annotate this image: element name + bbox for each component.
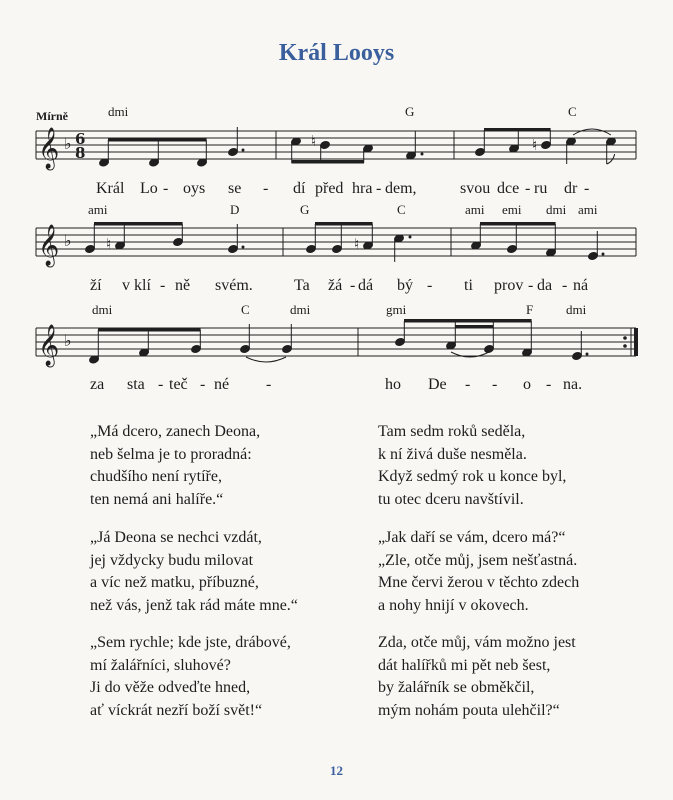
- chord: dmi: [566, 302, 587, 317]
- lyric-syllable: bý: [397, 277, 413, 294]
- lyric-hyphen: -: [584, 180, 590, 197]
- verse-line: ať víckrát nezří boží svět!“: [90, 701, 263, 719]
- verse-line: Když sedmý rok u konce byl,: [378, 468, 567, 485]
- chord: dmi: [290, 302, 311, 317]
- lyric-syllable: sta: [127, 376, 145, 393]
- verse-line: k ní živá duše nesměla.: [378, 445, 527, 463]
- lyric-syllable: se: [228, 180, 242, 197]
- lyric-hyphen: -: [546, 376, 552, 393]
- lyric-syllable: dí: [293, 180, 306, 197]
- chord: C: [241, 302, 250, 317]
- lyric-syllable: da: [537, 277, 553, 294]
- lyric-syllable: svou: [460, 180, 491, 197]
- verse-line: by žalářník se obměkčil,: [378, 679, 535, 696]
- flat-icon: ♭: [64, 231, 72, 250]
- svg-text:♮: ♮: [106, 235, 112, 253]
- lyric-syllable: před: [315, 180, 344, 197]
- lyric-hyphen: -: [266, 376, 272, 393]
- chord: D: [230, 202, 240, 217]
- chord: C: [397, 202, 406, 217]
- verse-line: „Já Deona se nechci vzdát,: [90, 529, 262, 546]
- tempo-marking: Mírně: [36, 109, 68, 123]
- final-barline: [634, 328, 638, 356]
- song-title: Král Looys: [278, 40, 395, 66]
- stanza-6: [378, 632, 576, 722]
- lyric-hyphen: -: [163, 180, 169, 197]
- time-signature-top: 6: [75, 130, 86, 148]
- lyric-syllable: Lo: [140, 180, 158, 197]
- lyric-hyphen: -: [200, 376, 206, 393]
- chord: F: [526, 302, 534, 317]
- lyric-syllable: hra: [352, 180, 373, 197]
- lyric-hyphen: -: [528, 277, 534, 294]
- svg-text:♮: ♮: [354, 235, 360, 253]
- verse-line: „Zle, otče můj, jsem nešťastná.: [378, 551, 578, 569]
- verse-line: dát halířků mi pět neb šest,: [378, 656, 551, 674]
- lyric-hyphen: -: [263, 180, 269, 197]
- lyric-syllable: Král: [96, 180, 125, 197]
- chord: G: [405, 104, 415, 119]
- lyric-syllable: ná: [573, 277, 589, 294]
- treble-clef-icon: 𝄞: [38, 325, 60, 366]
- lyric-hyphen: -: [158, 376, 164, 393]
- lyric-hyphen: -: [562, 277, 568, 294]
- lyric-syllable: ně: [175, 277, 191, 294]
- lyric-syllable: Ta: [294, 277, 310, 294]
- lyric-syllable: De: [428, 376, 447, 393]
- lyric-hyphen: -: [492, 376, 498, 393]
- lyric-hyphen: -: [465, 376, 471, 393]
- lyric-hyphen: -: [427, 277, 433, 294]
- lyric-syllable: v: [122, 277, 130, 294]
- stanza-5: [90, 632, 291, 722]
- verse-line: a víc než matku, příbuzné,: [90, 574, 259, 591]
- lyric-syllable: svém.: [215, 277, 253, 294]
- verse-line: Mne červi žerou v těchto zdech: [378, 574, 580, 591]
- lyric-syllable: dem,: [385, 180, 417, 197]
- lyric-hyphen: -: [160, 277, 166, 294]
- lyric-syllable: ti: [464, 277, 473, 294]
- lyric-syllable: dce: [497, 180, 520, 197]
- verse-line: „Má dcero, zanech Deona,: [90, 423, 261, 440]
- verse-line: chudšího není rytíře,: [90, 468, 222, 485]
- lyric-syllable: dá: [358, 277, 374, 294]
- lyric-syllable: ží: [90, 277, 102, 294]
- flat-icon: ♭: [64, 134, 72, 153]
- stanza-4: [378, 527, 579, 617]
- verse-line: ten nemá ani halíře.“: [90, 490, 224, 508]
- chord: C: [568, 104, 577, 119]
- stanza-2: [378, 421, 566, 511]
- svg-text:♮: ♮: [311, 132, 317, 150]
- lyric-syllable: oys: [183, 180, 206, 197]
- page-number: 12: [330, 763, 343, 778]
- verse-line: mým nohám pouta ulehčil?“: [378, 701, 560, 719]
- svg-text:♮: ♮: [532, 136, 538, 154]
- staff-system-3: [36, 328, 636, 356]
- verse-line: „Jak daří se vám, dcero má?“: [378, 529, 566, 546]
- lyric-syllable: teč: [169, 376, 188, 393]
- verse-line: tu otec dceru navštívil.: [378, 490, 524, 508]
- chord: emi: [502, 202, 522, 217]
- treble-clef-icon: 𝄞: [38, 225, 60, 266]
- lyric-syllable: ru: [534, 180, 548, 197]
- lyric-hyphen: -: [525, 180, 531, 197]
- verse-line: Ji do věže odveďte hned,: [90, 679, 251, 696]
- chord: G: [300, 202, 310, 217]
- chord: ami: [88, 202, 108, 217]
- chord: gmi: [386, 302, 407, 317]
- lyric-syllable: prov: [494, 277, 524, 294]
- lyric-syllable: o: [523, 376, 531, 393]
- treble-clef-icon: 𝄞: [38, 128, 60, 169]
- lyric-syllable: na.: [563, 376, 583, 393]
- lyric-syllable: klí: [134, 277, 151, 294]
- flat-icon: ♭: [64, 331, 72, 350]
- stanza-1: [90, 421, 260, 511]
- chord: dmi: [92, 302, 113, 317]
- stanza-3: [90, 527, 298, 617]
- verse-line: Zda, otče můj, vám možno jest: [378, 634, 576, 651]
- verse-line: mí žalářníci, sluhové?: [90, 656, 231, 674]
- lyric-syllable: za: [90, 376, 105, 393]
- chord: ami: [578, 202, 598, 217]
- repeat-dot: [623, 336, 627, 340]
- chord: dmi: [108, 104, 129, 119]
- lyric-syllable: né: [214, 376, 230, 393]
- lyric-hyphen: -: [376, 180, 382, 197]
- verse-line: jej vždycky budu milovat: [90, 551, 254, 569]
- verse-line: a nohy hnijí v okovech.: [378, 596, 529, 614]
- lyric-syllable: dr: [564, 180, 578, 197]
- lyric-syllable: ho: [385, 376, 401, 393]
- verse-line: neb šelma je to proradná:: [90, 445, 252, 463]
- verse-line: než vás, jenž tak rád máte mne.“: [90, 596, 298, 614]
- repeat-dot: [623, 344, 627, 348]
- time-signature-bottom: 8: [75, 144, 86, 162]
- lyric-hyphen: -: [350, 277, 356, 294]
- verse-line: Tam sedm roků seděla,: [378, 423, 526, 440]
- chord: dmi: [546, 202, 567, 217]
- chord: ami: [465, 202, 485, 217]
- verse-line: „Sem rychle; kde jste, drábové,: [90, 634, 291, 651]
- lyric-syllable: žá: [328, 277, 343, 294]
